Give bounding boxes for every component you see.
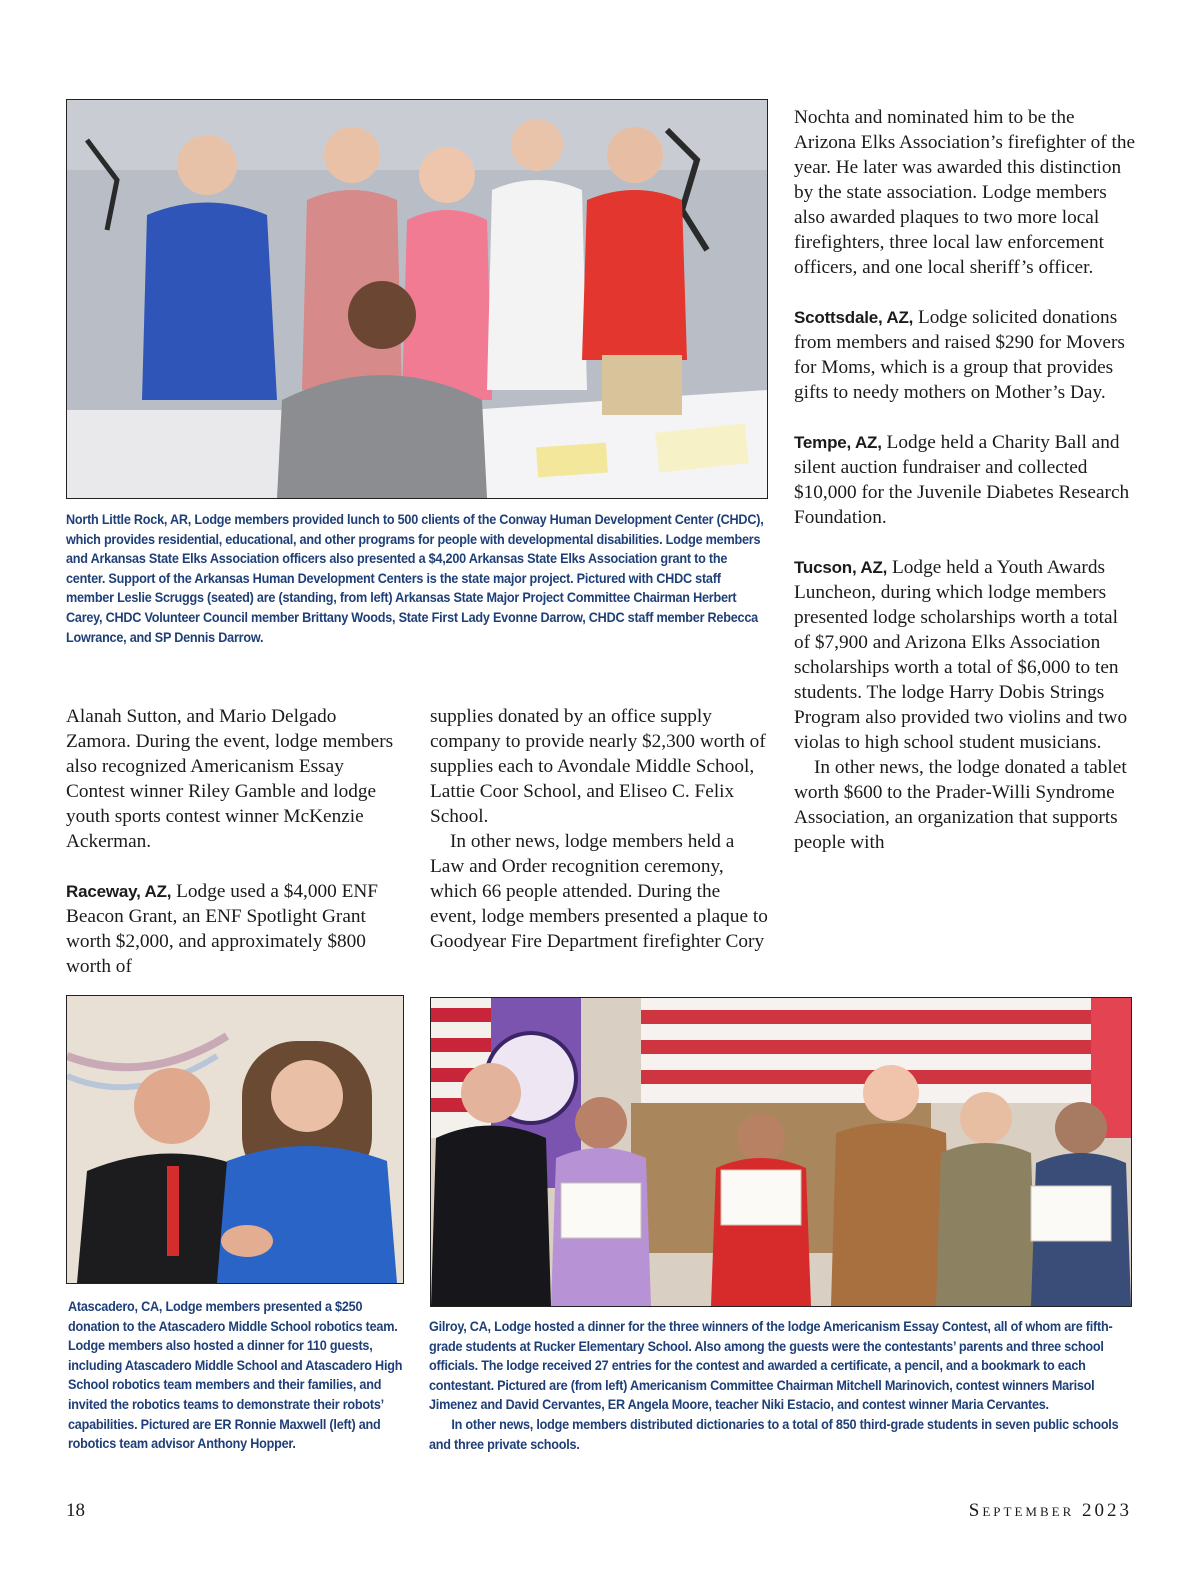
- paragraph: supplies donated by an office supply company to provide nearly $2,300 worth of supplies each to Avondale Middle School, Lattie Coor School, and Eliseo C. Felix School.: [430, 706, 766, 827]
- paragraph-text: Lodge held a Charity Ball and silent auction fundraiser and collected $10,000 for the Juvenile Diabetes Research Foundation.: [794, 432, 1130, 528]
- page-number: 18: [66, 1500, 85, 1521]
- caption-location: North Little Rock, AR,: [66, 512, 192, 527]
- lodge-location: Scottsdale, AZ,: [794, 308, 914, 327]
- caption-north-little-rock: [66, 510, 764, 647]
- issue-label: September 2023: [968, 1500, 1132, 1521]
- caption-text: Lodge members provided lunch to 500 clients of the Conway Human Development Center (CHDC), which provides residential, educational, and other programs for people with developmental disabilities. Lodge members and Arkansas State Elks Association officers also presented a $4,200 Arkansas State Elks Association grant to the center. Support of the Arkansas Human Development Centers is the state major project. Pictured with CHDC staff member Leslie Scruggs (seated) are (standing, from left) Arkansas State Major Project Committee Chairman Herbert Carey, CHDC Volunteer Council member Brittany Woods, State First Lady Evonne Darrow, CHDC staff member Rebecca Lowrance, and SP Dennis Darrow.: [66, 512, 764, 645]
- photo-atascadero: [66, 995, 404, 1284]
- paragraph: In other news, the lodge donated a tablet worth $600 to the Prader-Willi Syndrome Association, an organization that supports people with: [794, 757, 1127, 853]
- column-right: [794, 105, 1136, 855]
- paragraph-text: Lodge used a $4,000 ENF Beacon Grant, an ENF Spotlight Grant worth $2,000, and approximately $800 worth of: [66, 881, 379, 977]
- caption-text-extra: In other news, lodge members distributed dictionaries to a total of 850 third-grade students in seven public schools and three private schools.: [429, 1416, 1119, 1452]
- caption-atascadero: [68, 1297, 403, 1454]
- caption-text: Lodge hosted a dinner for the three winners of the lodge Americanism Essay Contest, all of whom are fifth-grade students at Rucker Elementary School. Also among the guests were the contestants’ parents and three school officials. The lodge received 27 entries for the contest and awarded a certificate, a pencil, and a bookmark to each contestant. Pictured are (from left) Americanism Committee Chairman Mitchell Marinovich, contest winners Marisol Jimenez and David Cervantes, ER Angela Moore, teacher Niki Estacio, and contest winner Maria Cervantes.: [429, 1319, 1113, 1413]
- paragraph-text: Lodge held a Youth Awards Luncheon, during which lodge members presented lodge scholarships worth a total of $7,900 and Arizona Elks Association scholarships worth a total of $6,000 to ten students. The lodge Harry Dobis Strings Program also provided two violins and two violas to high school student musicians.: [794, 557, 1128, 753]
- photo-north-little-rock: [66, 99, 768, 499]
- column-left: [66, 704, 396, 979]
- photo-illustration: [67, 100, 767, 498]
- column-middle: [430, 704, 770, 954]
- caption-location: Gilroy, CA,: [429, 1319, 491, 1334]
- photo-gilroy: [430, 997, 1132, 1307]
- paragraph-text: Lodge solicited donations from members and raised $290 for Movers for Moms, which is a group that provides gifts to needy mothers on Mother’s Day.: [794, 307, 1125, 403]
- lodge-location: Tempe, AZ,: [794, 433, 882, 452]
- issue-date: [969, 1500, 1132, 1522]
- lodge-location: Tucson, AZ,: [794, 558, 888, 577]
- caption-location: Atascadero, CA,: [68, 1299, 163, 1314]
- paragraph: In other news, lodge members held a Law and Order recognition ceremony, which 66 people attended. During the event, lodge members presented a plaque to Goodyear Fire Department firefighter Cory: [430, 831, 768, 952]
- caption-text: Lodge members presented a $250 donation to the Atascadero Middle School robotics team. Lodge members also hosted a dinner for 110 guests, including Atascadero Middle School and Atascadero High School robotics team members and their families, and invited the robotics teams to demonstrate their robots’ capabilities. Pictured are ER Ronnie Maxwell (left) and robotics team advisor Anthony Hopper.: [68, 1299, 403, 1452]
- caption-gilroy: [429, 1317, 1122, 1454]
- paragraph: Nochta and nominated him to be the Arizona Elks Association’s firefighter of the year. He later was awarded this distinction by the state association. Lodge members also awarded plaques to two more local firefighters, three local law enforcement officers, and one local sheriff’s officer.: [794, 107, 1136, 278]
- photo-illustration: [431, 998, 1131, 1306]
- lodge-location: Raceway, AZ,: [66, 882, 172, 901]
- photo-illustration: [67, 996, 403, 1283]
- paragraph: Alanah Sutton, and Mario Delgado Zamora. During the event, lodge members also recognized Americanism Essay Contest winner Riley Gamble and lodge youth sports contest winner McKenzie Ackerman.: [66, 706, 394, 852]
